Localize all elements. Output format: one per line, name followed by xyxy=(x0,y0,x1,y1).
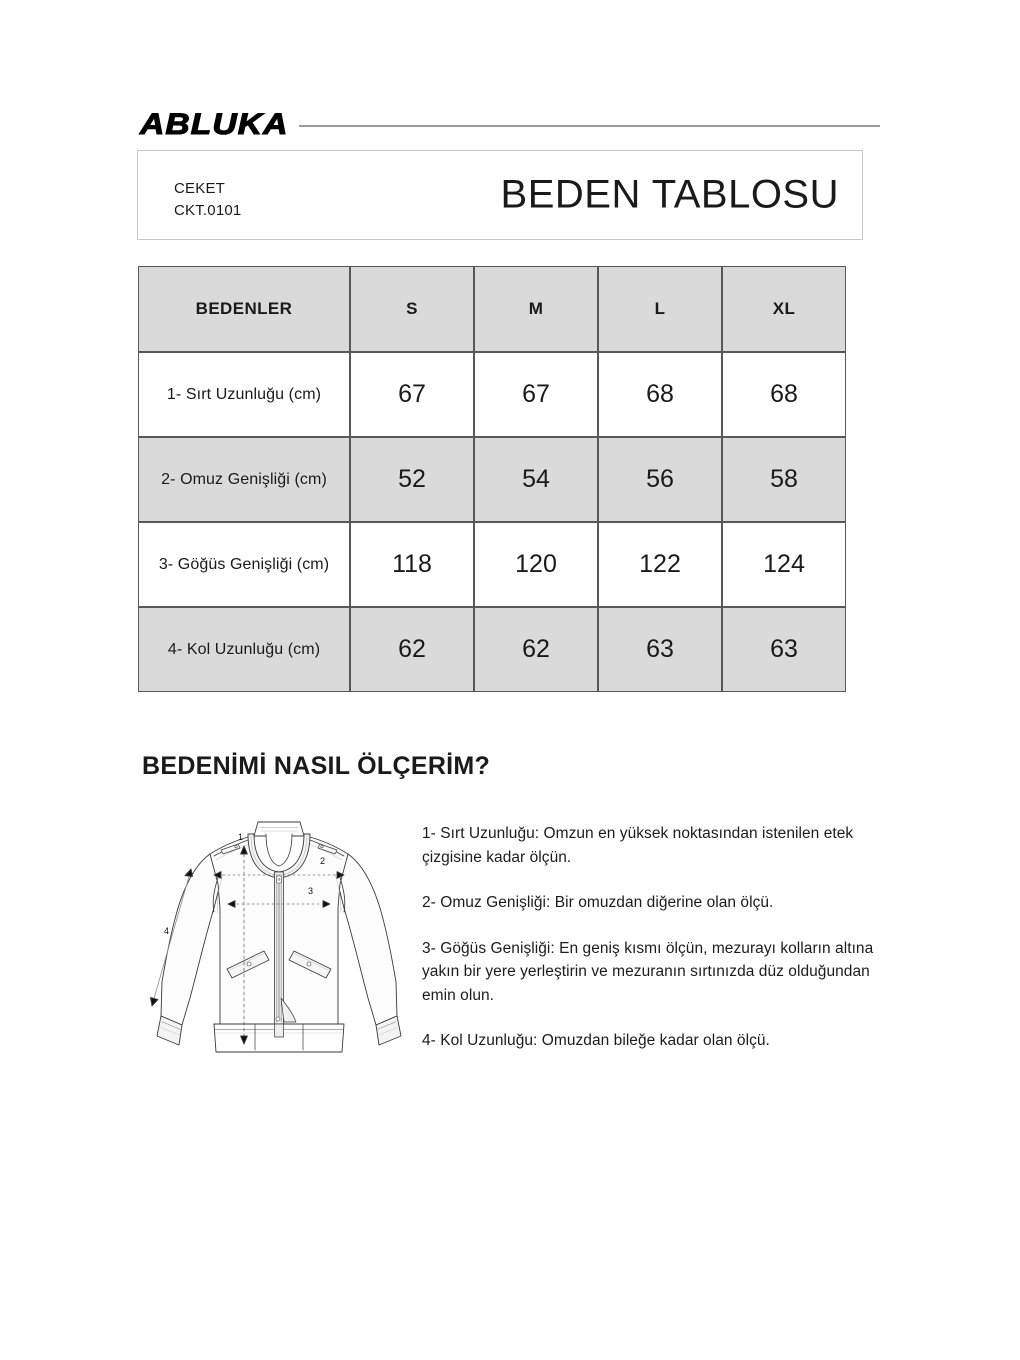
document-title-card xyxy=(137,150,863,240)
column-header-m: M xyxy=(474,266,598,352)
row-label: 2- Omuz Genişliği (cm) xyxy=(138,437,350,522)
cell-value: 118 xyxy=(350,522,474,607)
cell-value: 122 xyxy=(598,522,722,607)
instruction-item-4: 4- Kol Uzunluğu: Omuzdan bileğe kadar olan ölçü. xyxy=(422,1032,770,1050)
column-header-l: L xyxy=(598,266,722,352)
callout-label-1: 1 xyxy=(238,832,244,842)
cell-value: 58 xyxy=(722,437,846,522)
instruction-item-2: 2- Omuz Genişliği: Bir omuzdan diğerine olan ölçü. xyxy=(422,894,774,912)
table-row xyxy=(138,522,846,607)
cell-value: 124 xyxy=(722,522,846,607)
cell-value: 68 xyxy=(598,352,722,437)
table-header-row xyxy=(138,266,846,352)
callout-label-4: 4 xyxy=(164,926,170,936)
table-row xyxy=(138,607,846,692)
cell-value: 62 xyxy=(474,607,598,692)
header-divider-rule xyxy=(299,125,880,127)
row-label: 4- Kol Uzunluğu (cm) xyxy=(138,607,350,692)
column-header-xl: XL xyxy=(722,266,846,352)
measurement-instructions xyxy=(422,822,874,1053)
callout-label-3: 3 xyxy=(308,886,314,896)
brand-header xyxy=(140,108,880,142)
product-meta xyxy=(174,178,241,222)
jacket-diagram xyxy=(148,812,410,1062)
row-label: 3- Göğüs Genişliği (cm) xyxy=(138,522,350,607)
callout-label-2: 2 xyxy=(320,856,326,866)
column-header-measurements: BEDENLER xyxy=(138,266,350,352)
cell-value: 62 xyxy=(350,607,474,692)
page-title: BEDEN TABLOSU xyxy=(500,172,839,217)
cell-value: 52 xyxy=(350,437,474,522)
how-to-measure-heading: BEDENİMİ NASIL ÖLÇERİM? xyxy=(142,752,491,780)
row-label: 1- Sırt Uzunluğu (cm) xyxy=(138,352,350,437)
cell-value: 63 xyxy=(722,607,846,692)
instruction-item-1: 1- Sırt Uzunluğu: Omzun en yüksek noktasından istenilen etek çizgisine kadar ölçün. xyxy=(422,825,854,866)
cell-value: 68 xyxy=(722,352,846,437)
product-name: CEKET xyxy=(174,180,226,197)
cell-value: 67 xyxy=(474,352,598,437)
table-row xyxy=(138,437,846,522)
cell-value: 120 xyxy=(474,522,598,607)
product-code: CKT.0101 xyxy=(174,201,242,219)
column-header-s: S xyxy=(350,266,474,352)
cell-value: 54 xyxy=(474,437,598,522)
abluka-logo: ABLUKA xyxy=(140,108,289,141)
instruction-item-3: 3- Göğüs Genişliği: En geniş kısmı ölçün, mezurayı kolların altına yakın bir yere yerleştirin ve mezuranın sırtınızda düz olduğundan emin olun. xyxy=(422,939,874,1004)
cell-value: 63 xyxy=(598,607,722,692)
cell-value: 67 xyxy=(350,352,474,437)
cell-value: 56 xyxy=(598,437,722,522)
size-chart-table xyxy=(138,266,846,692)
table-row xyxy=(138,352,846,437)
